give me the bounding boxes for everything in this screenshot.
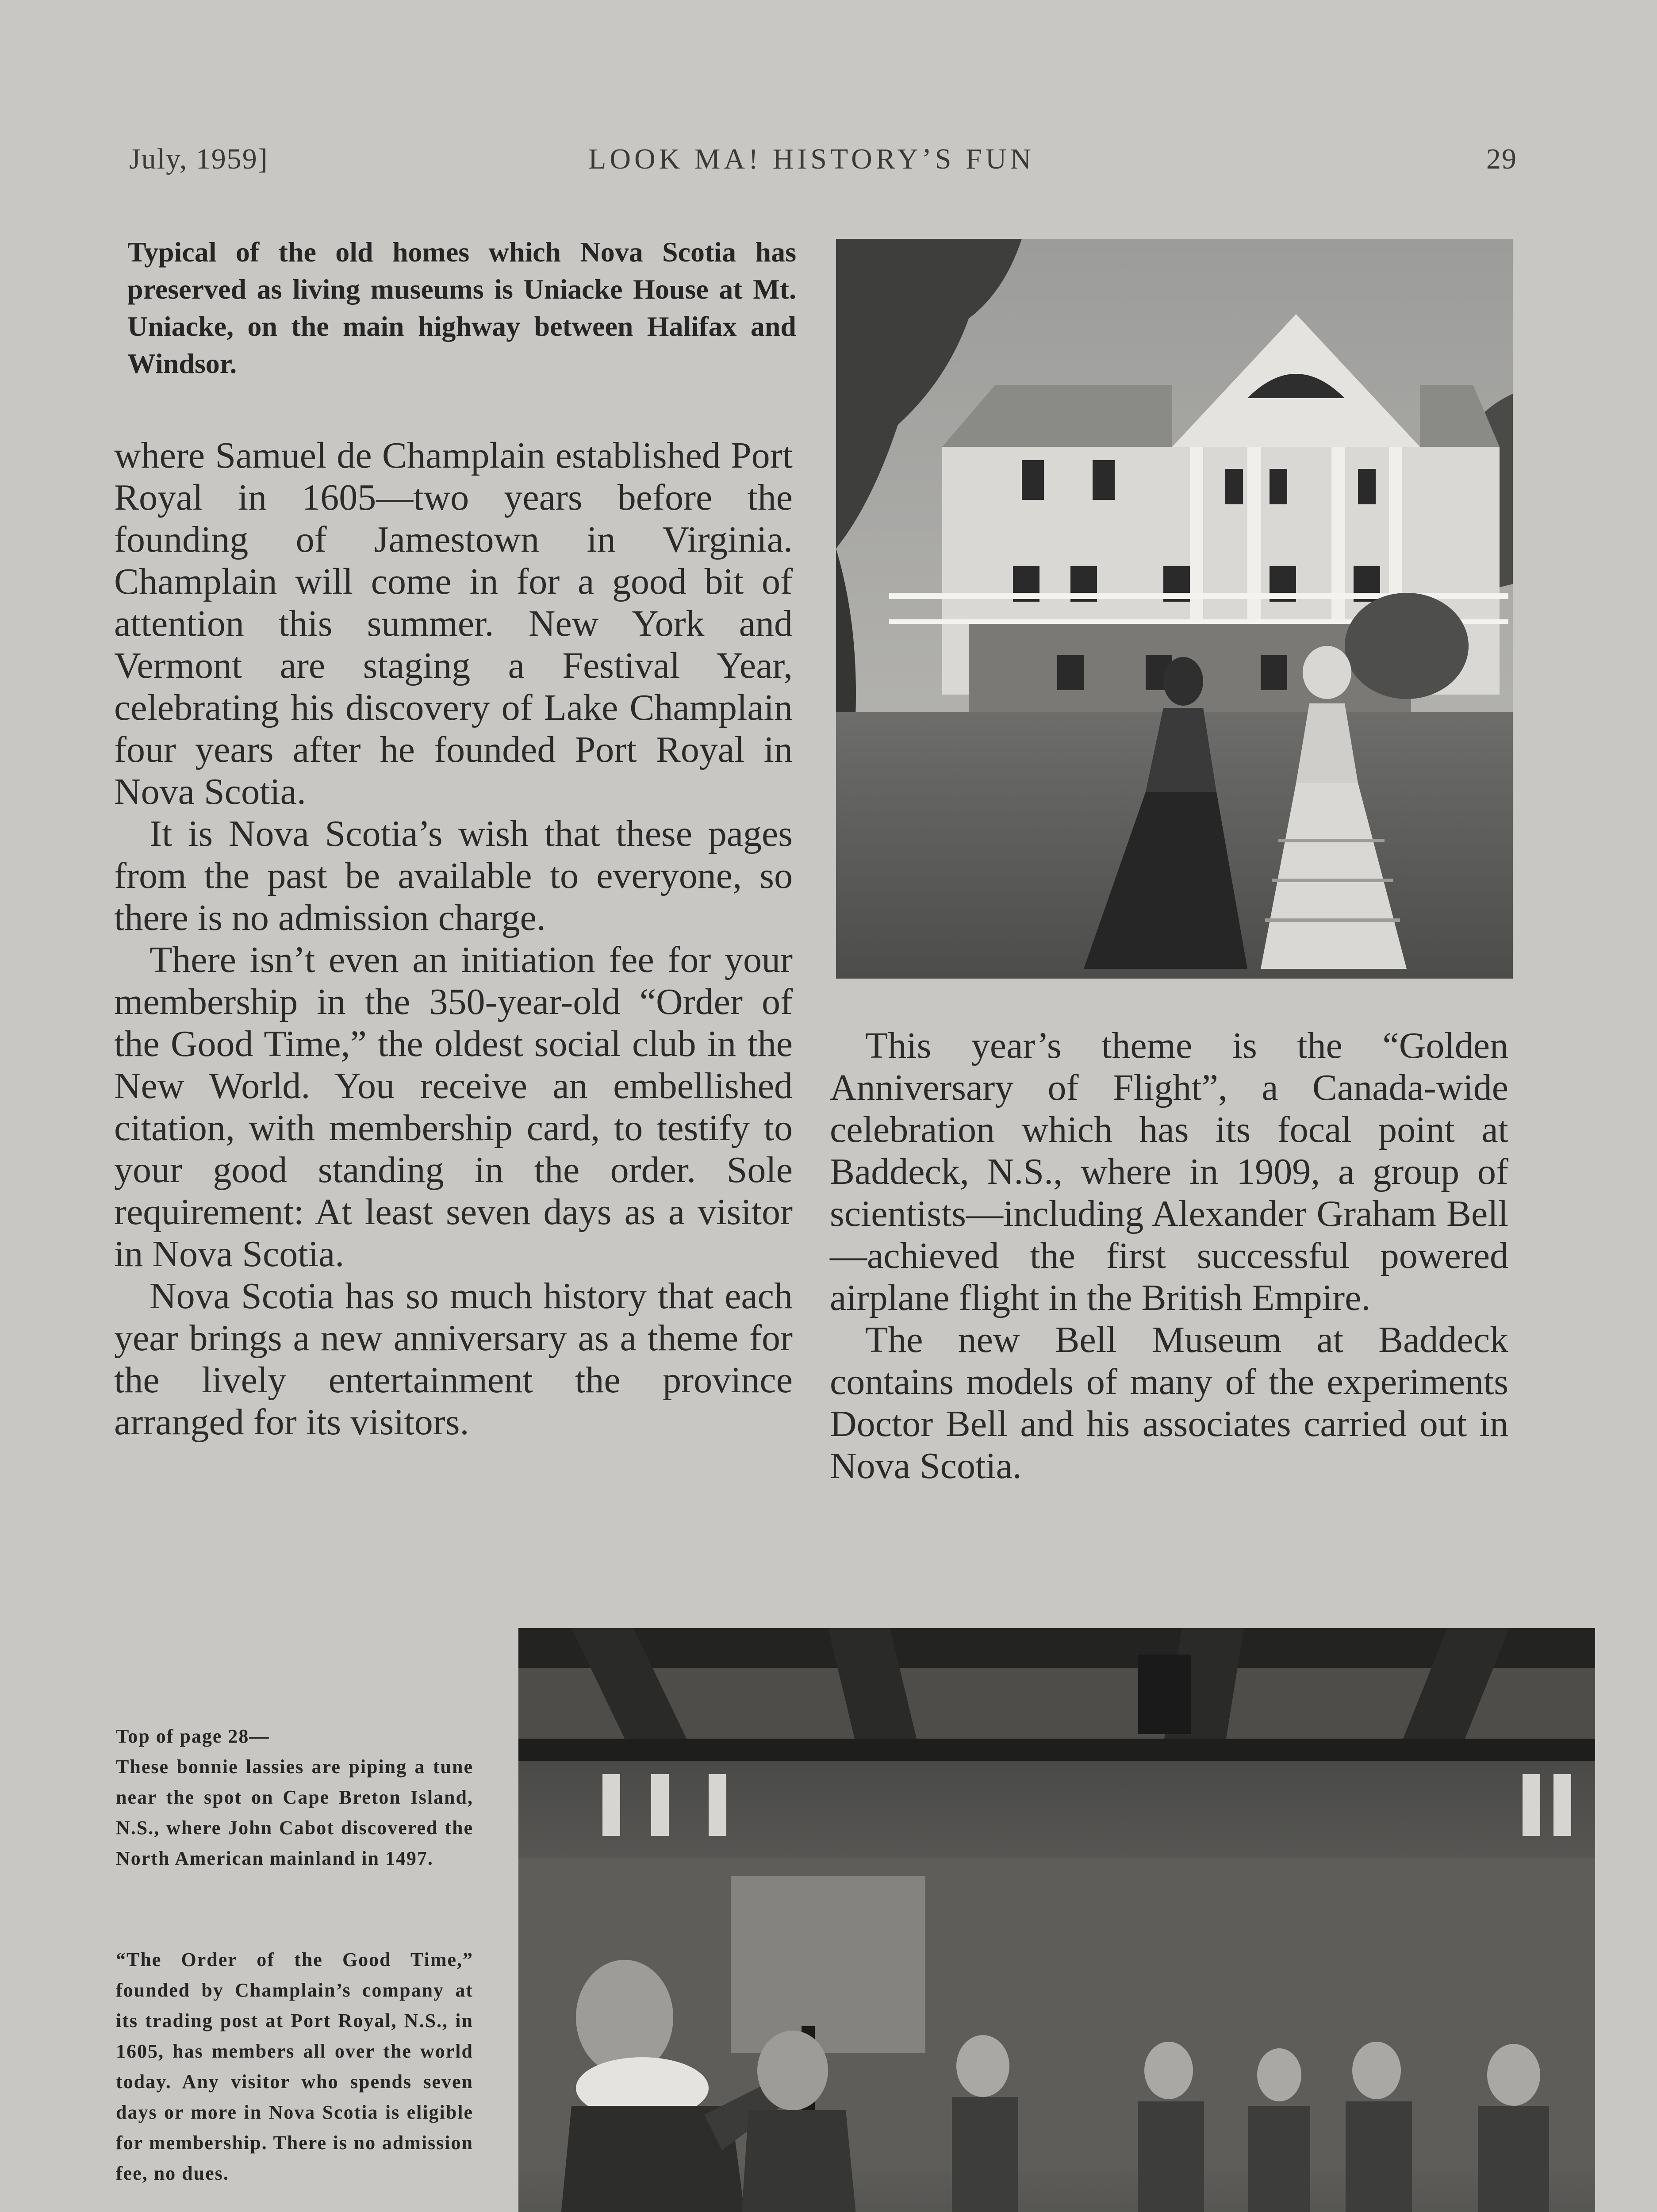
header-title: LOOK MA! HISTORY’S FUN [588,143,1035,175]
caption-good-time: “The Order of the Good Time,” founded by Champlain’s company at its trading post at Port Royal, N.S., in 1605, has members all over the world today. Any visitor who spends seven days or more in Nova Scotia is eligible for membership. There is no admission fee, no dues. [116,1949,473,2184]
photo-side-captions [116,1721,473,2189]
uniacke-house-photo [836,239,1513,979]
right-paragraph: This year’s theme is the “Golden Anniversary of Flight”, a Canada-wide celebration which has its focal point at Baddeck, N.S., where in 1909, a group of scientists—including Alexander Graham Bell—achieved the first successful powered airplane flight in the British Empire. [830,1025,1508,1318]
left-paragraph: There isn’t even an initiation fee for your membership in the 350-year-old “Order of the Good Time,” the oldest social club in the New World. You receive an embellished citation, with membership card, to testify to your good standing in the order. Sole requirement: At least seven days as a visitor in Nova Scotia. [114,939,793,1275]
right-column [830,1025,1508,1487]
header-date: July, 1959] [129,143,268,175]
caption-reference: Top of page 28— [116,1725,270,1747]
left-paragraph: Nova Scotia has so much history that each year brings a new anniversary as a theme for the lively entertainment the province arranged for its visitors. [114,1275,793,1443]
left-column [114,434,793,1443]
left-paragraph: where Samuel de Champlain established Port Royal in 1605—two years before the founding of Jamestown in Virginia. Champlain will come in for a good bit of attention this summer. New York and Vermont are staging a Festival Year, celebrating his discovery of Lake Champlain four years after he founded Port Royal in Nova Scotia. [114,435,793,812]
right-paragraph: The new Bell Museum at Baddeck contains models of many of the experiments Doctor Bell and his associates carried out in Nova Scotia. [830,1319,1508,1486]
left-paragraph: It is Nova Scotia’s wish that these pages from the past be available to everyone, so there is no admission charge. [114,813,793,938]
house-photo-caption: Typical of the old homes which Nova Scotia has preserved as living museums is Uniacke House at Mt. Uniacke, on the main highway between Halifax and Windsor. [127,236,796,379]
caption-bagpipers: These bonnie lassies are piping a tune near the spot on Cape Breton Island, N.S., where John Cabot discovered the North American mainland in 1497. [116,1756,473,1869]
good-time-banquet-photo [518,1628,1595,2212]
page-number: 29 [1486,143,1517,175]
